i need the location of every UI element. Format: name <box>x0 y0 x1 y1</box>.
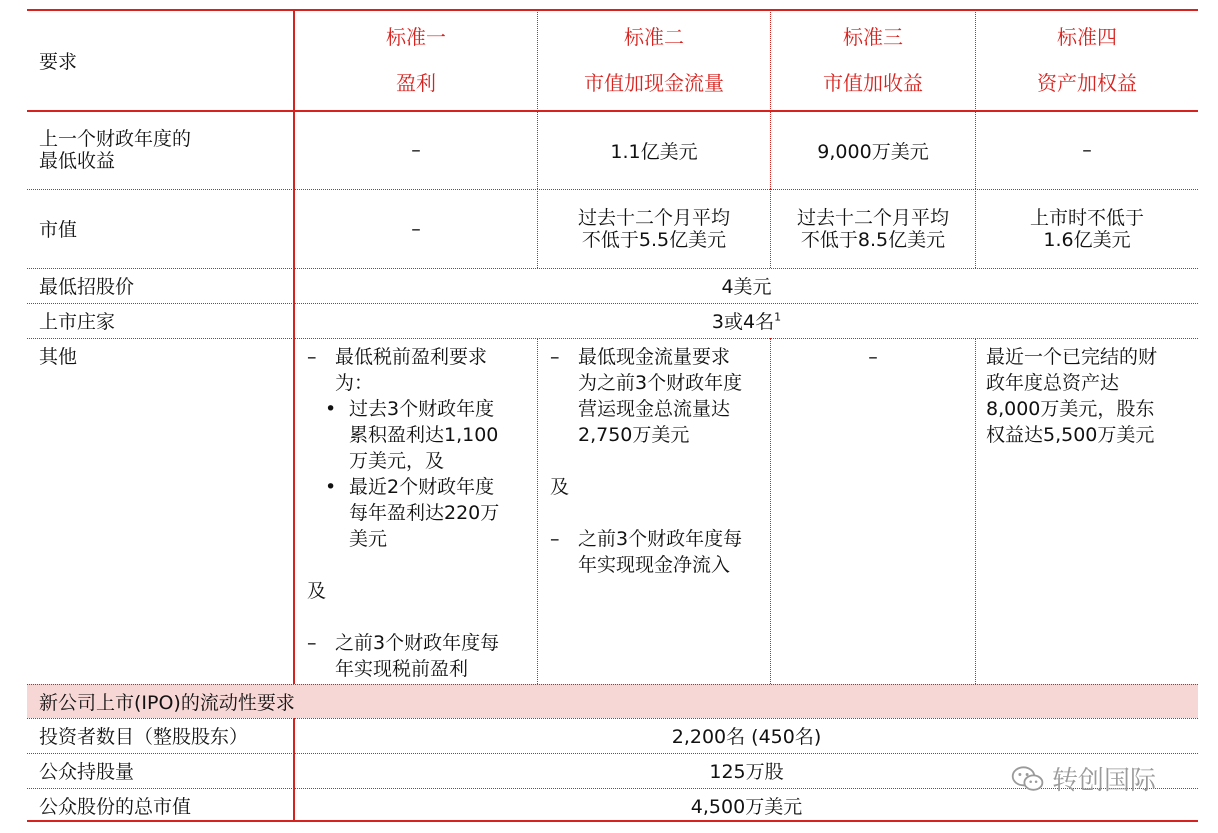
row-divider <box>27 718 1198 719</box>
market-cap-s2-l1: 过去十二个月平均 <box>577 206 730 229</box>
market-makers-text: 3或4名 <box>711 311 775 333</box>
watermark <box>1010 760 1156 797</box>
other-s2-and: 及 <box>550 476 570 498</box>
other-s4-l3: 8,000万美元，股东 <box>986 398 1155 420</box>
market-cap-s2-l2: 不低于5.5亿美元 <box>581 228 727 251</box>
min-price-value: 4美元 <box>293 268 1198 303</box>
other-s2 <box>537 338 770 684</box>
standard-4-sub: 资产加权益 <box>1037 71 1137 95</box>
other-s4-l2: 政年度总资产达 <box>986 372 1120 394</box>
bullet-dot: • <box>325 476 337 498</box>
top-rule <box>27 9 1198 11</box>
other-s1-l2: 为： <box>335 372 374 394</box>
header-row <box>27 9 1198 111</box>
other-s1-b1-l1: 过去3个财政年度 <box>349 398 495 420</box>
market-cap-s3 <box>770 189 975 268</box>
dash-marker: – <box>307 632 317 654</box>
header-rule <box>27 110 1198 112</box>
standard-4-header <box>975 9 1198 111</box>
standard-3-name: 标准三 <box>843 25 903 49</box>
ipo-section-label: 新公司上市(IPO)的流动性要求 <box>39 691 295 714</box>
other-s1-bullet-1 <box>295 396 537 474</box>
other-s2-l2: 为之前3个财政年度 <box>578 372 743 394</box>
bottom-rule <box>27 820 1198 822</box>
row-divider <box>27 303 1198 304</box>
standard-3-header <box>770 9 975 111</box>
standard-1-name: 标准一 <box>386 25 446 49</box>
market-cap-s4 <box>975 189 1198 268</box>
min-revenue-label <box>27 111 293 189</box>
row-divider <box>27 268 1198 269</box>
standard-4-name: 标准四 <box>1057 25 1117 49</box>
standard-1-header <box>293 9 537 111</box>
min-revenue-row <box>27 111 1198 189</box>
watermark-text: 转创国际 <box>1052 766 1157 796</box>
other-s1 <box>293 338 537 684</box>
ipo-section-row <box>27 684 1198 718</box>
investors-row <box>27 718 1198 753</box>
dash-marker: – <box>550 346 560 368</box>
standard-2-header <box>537 9 770 111</box>
wechat-icon <box>1010 764 1046 794</box>
investors-value: 2,200名 (450名) <box>293 718 1198 753</box>
market-cap-s2 <box>537 189 770 268</box>
market-makers-label: 上市庄家 <box>39 311 116 333</box>
investors-label: 投资者数目（整股股东） <box>39 726 249 748</box>
other-row <box>27 338 1198 684</box>
other-s4-l4: 权益达5,500万美元 <box>986 424 1155 446</box>
other-s4 <box>975 338 1198 684</box>
market-makers-value-cell <box>293 303 1198 338</box>
market-cap-row <box>27 189 1198 268</box>
bullet-dot: • <box>325 398 337 420</box>
min-revenue-s2: 1.1亿美元 <box>537 111 770 189</box>
min-price-row <box>27 268 1198 303</box>
other-label: 其他 <box>39 346 78 368</box>
market-cap-s3-l1: 过去十二个月平均 <box>796 206 949 229</box>
other-s1-bullet-2 <box>295 474 537 552</box>
other-s1-b1-l3: 万美元，及 <box>349 450 445 472</box>
other-s1-l3: 之前3个财政年度每 <box>335 632 500 654</box>
other-s1-b2-l3: 美元 <box>349 528 388 550</box>
market-cap-s1: – <box>293 189 537 268</box>
other-s1-and: 及 <box>307 580 327 602</box>
public-value-value: 4,500万美元 <box>293 788 1198 822</box>
min-revenue-label-l1: 上一个财政年度的 <box>39 128 192 150</box>
min-revenue-s1: – <box>293 111 537 189</box>
other-s2-l5: 之前3个财政年度每 <box>578 528 743 550</box>
min-revenue-s4: – <box>975 111 1198 189</box>
other-s2-l3: 营运现金总流量达 <box>578 398 731 420</box>
market-makers-row <box>27 303 1198 338</box>
other-s2-l6: 年实现现金净流入 <box>578 554 731 576</box>
min-revenue-s3: 9,000万美元 <box>770 111 975 189</box>
market-cap-s4-l2: 1.6亿美元 <box>1043 228 1131 251</box>
row-divider <box>27 338 1198 339</box>
standard-2-sub: 市值加现金流量 <box>584 71 724 95</box>
req-label <box>27 9 293 111</box>
market-cap-s4-l1: 上市时不低于 <box>1029 206 1144 229</box>
other-s3-value: – <box>868 346 878 368</box>
other-s1-l4: 年实现税前盈利 <box>335 658 469 680</box>
dash-marker: – <box>307 346 317 368</box>
public-float-label: 公众持股量 <box>39 761 135 783</box>
footnote-marker: 1 <box>774 310 782 324</box>
req-label-text: 要求 <box>39 50 78 73</box>
market-cap-s3-l2: 不低于8.5亿美元 <box>800 228 946 251</box>
other-s1-b2-l1: 最近2个财政年度 <box>349 476 495 498</box>
market-makers-value <box>712 307 781 334</box>
standard-2-name: 标准二 <box>624 25 684 49</box>
row-divider <box>27 684 1198 685</box>
min-price-label: 最低招股价 <box>39 276 135 298</box>
other-s1-b1-l2: 累积盈利达1,100 <box>349 424 499 446</box>
standard-1-sub: 盈利 <box>396 71 436 95</box>
public-float-value: 125万股 <box>293 753 1198 788</box>
other-s3 <box>770 338 975 684</box>
min-revenue-label-l2: 最低收益 <box>39 150 116 172</box>
other-s1-b2-l2: 每年盈利达220万 <box>349 502 500 524</box>
dash-marker: – <box>550 528 560 550</box>
other-s2-l1: 最低现金流量要求 <box>578 346 731 368</box>
other-s1-l1: 最低税前盈利要求 <box>335 346 488 368</box>
standard-3-sub: 市值加收益 <box>823 71 923 95</box>
row-divider <box>27 753 1198 754</box>
row-divider <box>27 189 1198 190</box>
listing-requirements-table <box>27 9 1198 822</box>
other-s2-l4: 2,750万美元 <box>578 424 690 446</box>
other-s4-l1: 最近一个已完结的财 <box>986 346 1158 368</box>
public-value-label: 公众股份的总市值 <box>39 795 192 818</box>
market-cap-label: 市值 <box>39 219 78 241</box>
